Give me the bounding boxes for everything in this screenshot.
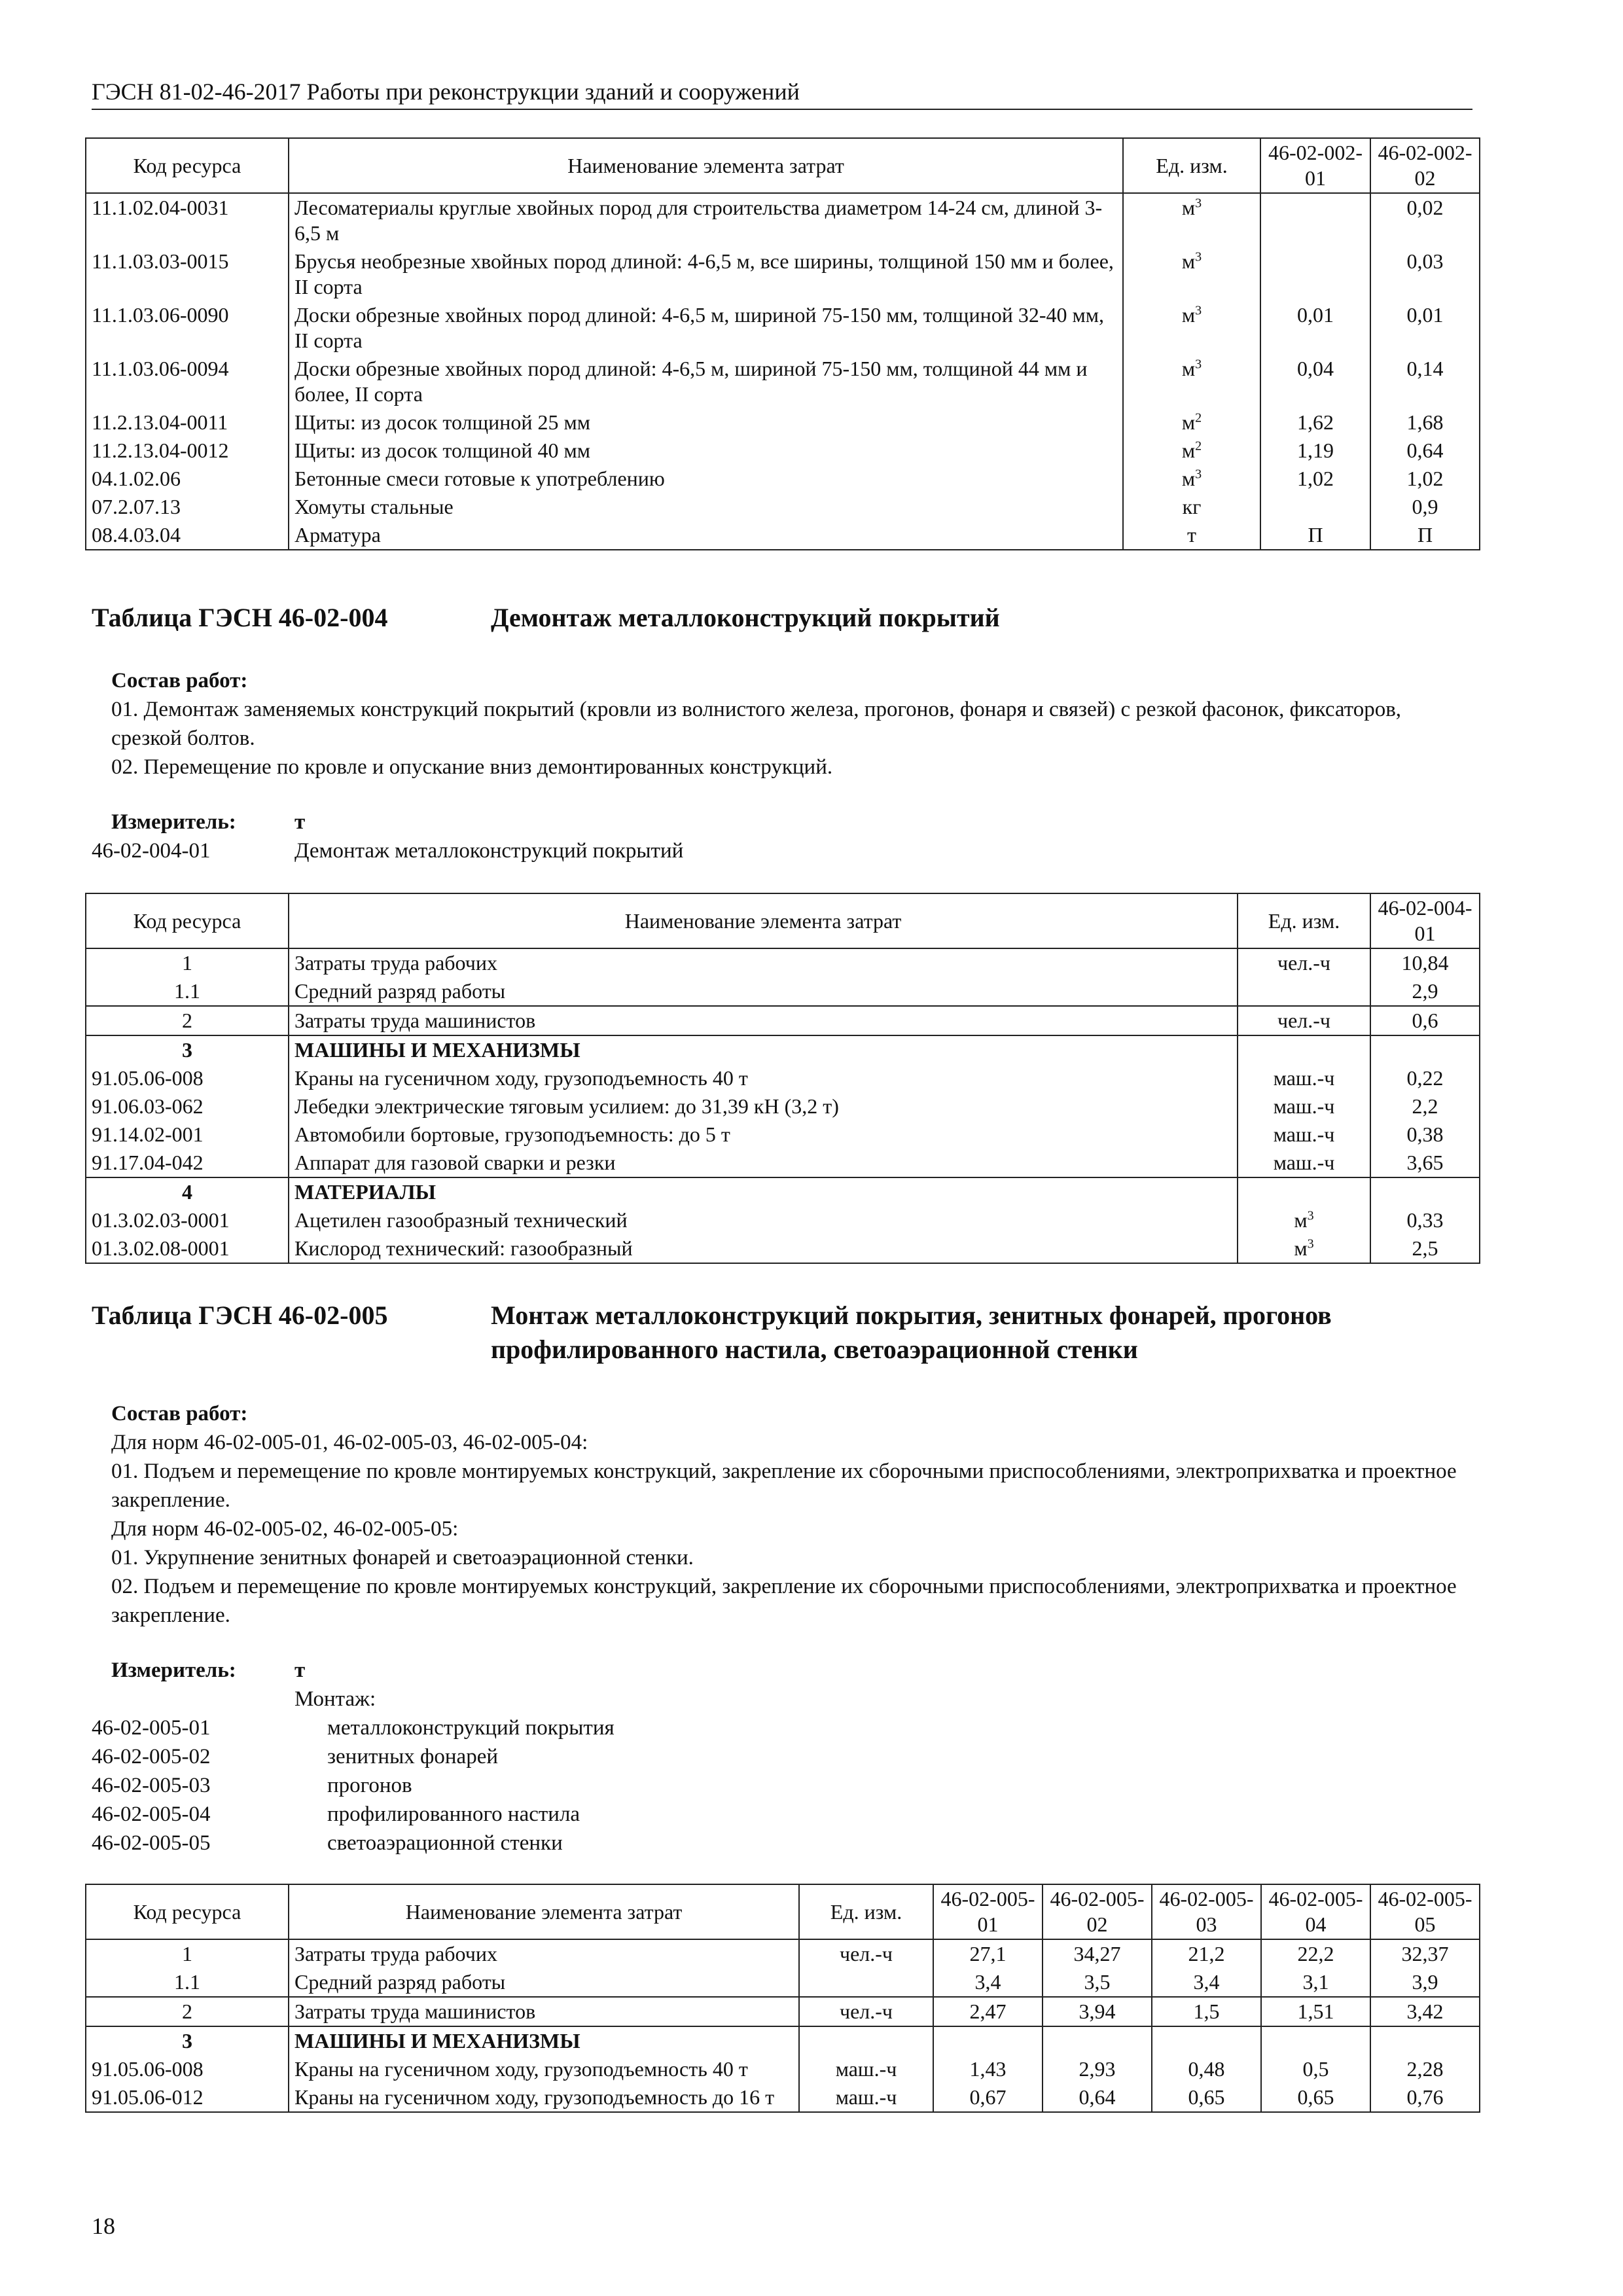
resource-name: Автомобили бортовые, грузоподъемность: до 5 т [289,1121,1238,1149]
unit-cell [1238,1206,1370,1234]
norm-value: 3,65 [1370,1149,1480,1177]
table-row [86,1064,1480,1092]
norm-value: 2,5 [1370,1234,1480,1263]
table-row [86,1177,1480,1206]
work-composition-005 [92,1399,1472,1630]
unit-text: м [1181,467,1196,490]
norm-name: светоаэрационной стенки [327,1831,563,1855]
unit-text: маш.-ч [1273,1122,1335,1146]
column-header: 46-02-005-03 [1152,1884,1261,1939]
norm-value [1370,2026,1480,2055]
resource-code: 91.05.06-012 [86,2083,289,2112]
table-row [86,1149,1480,1177]
column-header: 46-02-004-01 [1370,893,1480,948]
resource-name: МАШИНЫ И МЕХАНИЗМЫ [289,1035,1238,1064]
resource-name: Лебедки электрические тяговым усилием: до 31,39 кН (3,2 т) [289,1092,1238,1121]
unit-text: чел.-ч [1277,951,1330,975]
work-composition-004 [92,666,1472,781]
unit-exponent: 3 [1195,249,1202,264]
work-item: 01. Демонтаж заменяемых конструкций покрытий (кровли из волнистого железа, прогонов, фонаря и связей) с резкой фасонок, фиксаторов, срезкой болтов. [111,698,1402,750]
unit-text: чел.-ч [1277,1009,1330,1032]
norm-value: 0,38 [1370,1121,1480,1149]
norm-value: 0,01 [1370,301,1480,355]
table-header-row [86,1884,1480,1939]
unit-cell [799,2026,933,2055]
page-header: ГЭСН 81-02-46-2017 Работы при реконструкции зданий и сооружений [92,77,1472,110]
norm-value: 2,47 [933,1997,1043,2026]
table-row [86,1997,1480,2026]
norm-value: 3,42 [1370,1997,1480,2026]
norm-value: П [1370,521,1480,550]
measure-label: Измеритель: [111,1659,236,1682]
norm-value: 22,2 [1261,1939,1370,1968]
table-row [86,493,1480,521]
resource-name: Лесоматериалы круглые хвойных пород для строительства диаметром 14-24 см, длиной 3-6,5 м [289,193,1123,247]
resource-code: 2 [86,1997,289,2026]
norm-name: зенитных фонарей [327,1745,499,1768]
resource-code: 91.06.03-062 [86,1092,289,1121]
unit-cell [1238,948,1370,977]
resource-name: Затраты труда машинистов [289,1997,799,2026]
table-row [86,301,1480,355]
norm-value: 3,94 [1043,1997,1152,2026]
norm-value: 27,1 [933,1939,1043,1968]
norm-value: 3,4 [1152,1968,1261,1997]
column-header: 46-02-002-02 [1370,138,1480,193]
resource-code: 91.17.04-042 [86,1149,289,1177]
resource-code: 07.2.07.13 [86,493,289,521]
column-header: Код ресурса [86,1884,289,1939]
norm-value: 0,76 [1370,2083,1480,2112]
norm-value: 10,84 [1370,948,1480,977]
column-header: Ед. изм. [1123,138,1260,193]
norm-value: П [1260,521,1370,550]
unit-cell [1123,301,1260,355]
unit-cell [1123,247,1260,301]
work-item: 02. Подъем и перемещение по кровле монтируемых конструкций, закрепление их сборочными приспособлениями, электроприхватка и проектное закрепление. [111,1575,1457,1627]
norm-value [1370,1035,1480,1064]
norm-value: 34,27 [1043,1939,1152,1968]
column-header: Код ресурса [86,893,289,948]
norm-code: 46-02-004-01 [92,839,211,863]
norm-value: 1,68 [1370,408,1480,437]
resource-name: Краны на гусеничном ходу, грузоподъемность 40 т [289,2055,799,2083]
norm-value: 0,01 [1260,301,1370,355]
table-name: Монтаж металлоконструкций покрытия, зенитных фонарей, прогонов профилированного настила, светоаэрационной стенки [491,1300,1332,1364]
column-header: 46-02-002-01 [1260,138,1370,193]
norm-value [1261,2026,1370,2055]
table-row [86,1035,1480,1064]
unit-cell [1123,355,1260,408]
unit-cell [1123,408,1260,437]
table-row [86,1206,1480,1234]
unit-text: м [1181,357,1196,380]
unit-cell [1238,1149,1370,1177]
unit-cell [1238,1064,1370,1092]
resource-name: Доски обрезные хвойных пород длиной: 4-6,5 м, шириной 75-150 мм, толщиной 32-40 мм, II сорта [289,301,1123,355]
norm-value: 0,9 [1370,493,1480,521]
resource-name: Доски обрезные хвойных пород длиной: 4-6,5 м, шириной 75-150 мм, толщиной 44 мм и более, II сорта [289,355,1123,408]
norm-value: 2,28 [1370,2055,1480,2083]
resource-name: МАТЕРИАЛЫ [289,1177,1238,1206]
norm-code: 46-02-005-05 [92,1831,211,1855]
column-header: 46-02-005-01 [933,1884,1043,1939]
norm-value [1260,493,1370,521]
column-header: Ед. изм. [1238,893,1370,948]
resource-code: 01.3.02.08-0001 [86,1234,289,1263]
measure-group: Монтаж: [294,1687,376,1711]
unit-cell [1238,1092,1370,1121]
table-row [86,1939,1480,1968]
unit-text: м [1181,196,1196,219]
work-list [92,695,1472,781]
measure-unit: т [294,810,306,834]
column-header: Наименование элемента затрат [289,1884,799,1939]
table-row [86,193,1480,247]
resource-code: 3 [86,1035,289,1064]
table-row [86,247,1480,301]
work-item: 02. Перемещение по кровле и опускание вниз демонтированных конструкций. [111,755,833,779]
norm-value: 1,51 [1261,1997,1370,2026]
norm-value: 21,2 [1152,1939,1261,1968]
resource-code: 11.1.03.06-0090 [86,301,289,355]
table-row [86,2026,1480,2055]
resource-code: 91.05.06-008 [86,2055,289,2083]
norm-value [933,2026,1043,2055]
table-row [86,2083,1480,2112]
resource-code: 11.1.02.04-0031 [86,193,289,247]
resource-code: 91.14.02-001 [86,1121,289,1149]
resource-code: 2 [86,1006,289,1035]
work-item: 01. Укрупнение зенитных фонарей и светоаэрационной стенки. [111,1546,694,1570]
resource-name: Арматура [289,521,1123,550]
resource-code: 1.1 [86,1968,289,1997]
resource-name: Затраты труда машинистов [289,1006,1238,1035]
column-header: 46-02-005-02 [1043,1884,1152,1939]
table-row [86,2055,1480,2083]
norm-value: 0,03 [1370,247,1480,301]
composition-label: Состав работ: [111,1402,248,1426]
norm-value: 0,5 [1261,2055,1370,2083]
norm-value: 2,2 [1370,1092,1480,1121]
resource-name: МАШИНЫ И МЕХАНИЗМЫ [289,2026,799,2055]
unit-cell: маш.-ч [799,2055,933,2083]
norm-value [1043,2026,1152,2055]
norm-value [1370,1177,1480,1206]
unit-text: т [1187,523,1196,547]
resource-code: 1.1 [86,977,289,1006]
resource-name: Затраты труда рабочих [289,1939,799,1968]
resource-name: Хомуты стальные [289,493,1123,521]
table-row [86,408,1480,437]
work-item: Для норм 46-02-005-02, 46-02-005-05: [111,1517,459,1541]
work-item: Для норм 46-02-005-01, 46-02-005-03, 46-02-005-04: [111,1431,588,1454]
norm-value: 1,19 [1260,437,1370,465]
table-number: Таблица ГЭСН 46-02-005 [92,1300,388,1330]
unit-text: м [1181,439,1196,462]
unit-text: м [1181,303,1196,327]
norm-value [1152,2026,1261,2055]
norm-value: 1,5 [1152,1997,1261,2026]
unit-cell: маш.-ч [799,2083,933,2112]
resource-name: Затраты труда рабочих [289,948,1238,977]
resource-name: Средний разряд работы [289,1968,799,1997]
unit-exponent: 2 [1195,439,1202,454]
resources-table-46-02-002 [85,137,1480,550]
norm-value: 0,65 [1152,2083,1261,2112]
resource-code: 11.2.13.04-0011 [86,408,289,437]
norm-value: 0,64 [1370,437,1480,465]
page-number: 18 [92,2213,115,2239]
norm-code: 46-02-005-01 [92,1716,211,1740]
unit-text: м [1294,1236,1308,1260]
resource-name: Средний разряд работы [289,977,1238,1006]
unit-cell [1238,1006,1370,1035]
unit-text: маш.-ч [1273,1151,1335,1174]
unit-exponent: 3 [1307,1208,1314,1223]
resource-name: Краны на гусеничном ходу, грузоподъемность 40 т [289,1064,1238,1092]
resource-name: Кислород технический: газообразный [289,1234,1238,1263]
resource-name: Щиты: из досок толщиной 25 мм [289,408,1123,437]
unit-cell: чел.-ч [799,1997,933,2026]
resource-code: 1 [86,1939,289,1968]
norm-value: 3,5 [1043,1968,1152,1997]
norm-name: Демонтаж металлоконструкций покрытий [294,839,684,863]
norm-value: 0,6 [1370,1006,1480,1035]
unit-exponent: 3 [1195,357,1202,372]
column-header: Ед. изм. [799,1884,933,1939]
unit-cell [1123,465,1260,493]
table-row [86,465,1480,493]
unit-cell [1123,193,1260,247]
unit-cell [799,1968,933,1997]
norm-value: 0,04 [1260,355,1370,408]
unit-cell [1123,521,1260,550]
norm-value: 1,62 [1260,408,1370,437]
norm-value: 0,33 [1370,1206,1480,1234]
norm-value: 3,9 [1370,1968,1480,1997]
table-title-46-02-004 [92,601,1472,635]
table-number: Таблица ГЭСН 46-02-004 [92,603,388,632]
resource-name: Бетонные смеси готовые к употреблению [289,465,1123,493]
norm-value: 0,14 [1370,355,1480,408]
table-row [86,1121,1480,1149]
resource-name: Брусья необрезные хвойных пород длиной: 4-6,5 м, все ширины, толщиной 150 мм и более, II сорта [289,247,1123,301]
resource-code: 11.2.13.04-0012 [86,437,289,465]
norm-value: 2,93 [1043,2055,1152,2083]
work-item: 01. Подъем и перемещение по кровле монтируемых конструкций, закрепление их сборочными приспособлениями, электроприхватка и проектное закрепление. [111,1460,1457,1512]
norm-value: 1,43 [933,2055,1043,2083]
resource-code: 4 [86,1177,289,1206]
resources-table-46-02-004 [85,893,1480,1264]
measure-unit: т [294,1659,306,1682]
norm-value: 0,64 [1043,2083,1152,2112]
resource-name: Ацетилен газообразный технический [289,1206,1238,1234]
norm-value: 1,02 [1260,465,1370,493]
norm-value: 0,67 [933,2083,1043,2112]
norm-value: 0,02 [1370,193,1480,247]
table-row [86,948,1480,977]
unit-exponent: 3 [1195,196,1202,211]
table-title-46-02-005 [92,1299,1472,1367]
table-header-row [86,893,1480,948]
unit-text: маш.-ч [1273,1066,1335,1090]
unit-cell [1238,1177,1370,1206]
unit-exponent: 3 [1307,1236,1314,1251]
norm-value: 0,48 [1152,2055,1261,2083]
norm-value: 1,02 [1370,465,1480,493]
unit-cell [1123,493,1260,521]
unit-exponent: 3 [1195,467,1202,482]
column-header: 46-02-005-05 [1370,1884,1480,1939]
measure-label: Измеритель: [111,810,236,834]
norm-value: 3,1 [1261,1968,1370,1997]
resource-code: 1 [86,948,289,977]
table-row [86,355,1480,408]
unit-exponent: 3 [1195,303,1202,318]
norm-name: прогонов [327,1774,412,1797]
unit-cell [1238,1234,1370,1263]
unit-text: м [1181,249,1196,273]
norm-value [1260,247,1370,301]
column-header: Код ресурса [86,138,289,193]
resource-code: 08.4.03.04 [86,521,289,550]
resource-code: 11.1.03.06-0094 [86,355,289,408]
unit-cell [1238,1035,1370,1064]
table-header-row [86,138,1480,193]
norm-code: 46-02-005-04 [92,1803,211,1826]
unit-text: м [1181,410,1196,434]
resource-code: 3 [86,2026,289,2055]
resource-name: Щиты: из досок толщиной 40 мм [289,437,1123,465]
table-row [86,521,1480,550]
table-row [86,1968,1480,1997]
table-row [86,1092,1480,1121]
resource-code: 91.05.06-008 [86,1064,289,1092]
table-row [86,1234,1480,1263]
resource-code: 01.3.02.03-0001 [86,1206,289,1234]
norm-value: 0,65 [1261,2083,1370,2112]
norm-name: металлоконструкций покрытия [327,1716,615,1740]
unit-cell [1123,437,1260,465]
unit-cell [1238,1121,1370,1149]
resource-name: Аппарат для газовой сварки и резки [289,1149,1238,1177]
column-header: Наименование элемента затрат [289,138,1123,193]
table-name: Демонтаж металлоконструкций покрытий [491,603,1000,632]
column-header: Наименование элемента затрат [289,893,1238,948]
unit-cell: чел.-ч [799,1939,933,1968]
table-row [86,437,1480,465]
resource-code: 04.1.02.06 [86,465,289,493]
table-row [86,1006,1480,1035]
norm-value: 32,37 [1370,1939,1480,1968]
unit-exponent: 2 [1195,410,1202,425]
resources-table-46-02-005 [85,1884,1480,2113]
norm-value [1260,193,1370,247]
norm-value: 2,9 [1370,977,1480,1006]
work-list [92,1428,1472,1630]
norm-name: профилированного настила [327,1803,580,1826]
unit-text: кг [1182,495,1202,518]
table-row [86,977,1480,1006]
norm-code: 46-02-005-03 [92,1774,211,1797]
resource-code: 11.1.03.03-0015 [86,247,289,301]
norm-value: 3,4 [933,1968,1043,1997]
unit-text: маш.-ч [1273,1094,1335,1118]
unit-text: м [1294,1208,1308,1232]
unit-cell [1238,977,1370,1006]
norm-code: 46-02-005-02 [92,1745,211,1768]
composition-label: Состав работ: [111,669,248,692]
resource-name: Краны на гусеничном ходу, грузоподъемность до 16 т [289,2083,799,2112]
column-header: 46-02-005-04 [1261,1884,1370,1939]
norm-value: 0,22 [1370,1064,1480,1092]
